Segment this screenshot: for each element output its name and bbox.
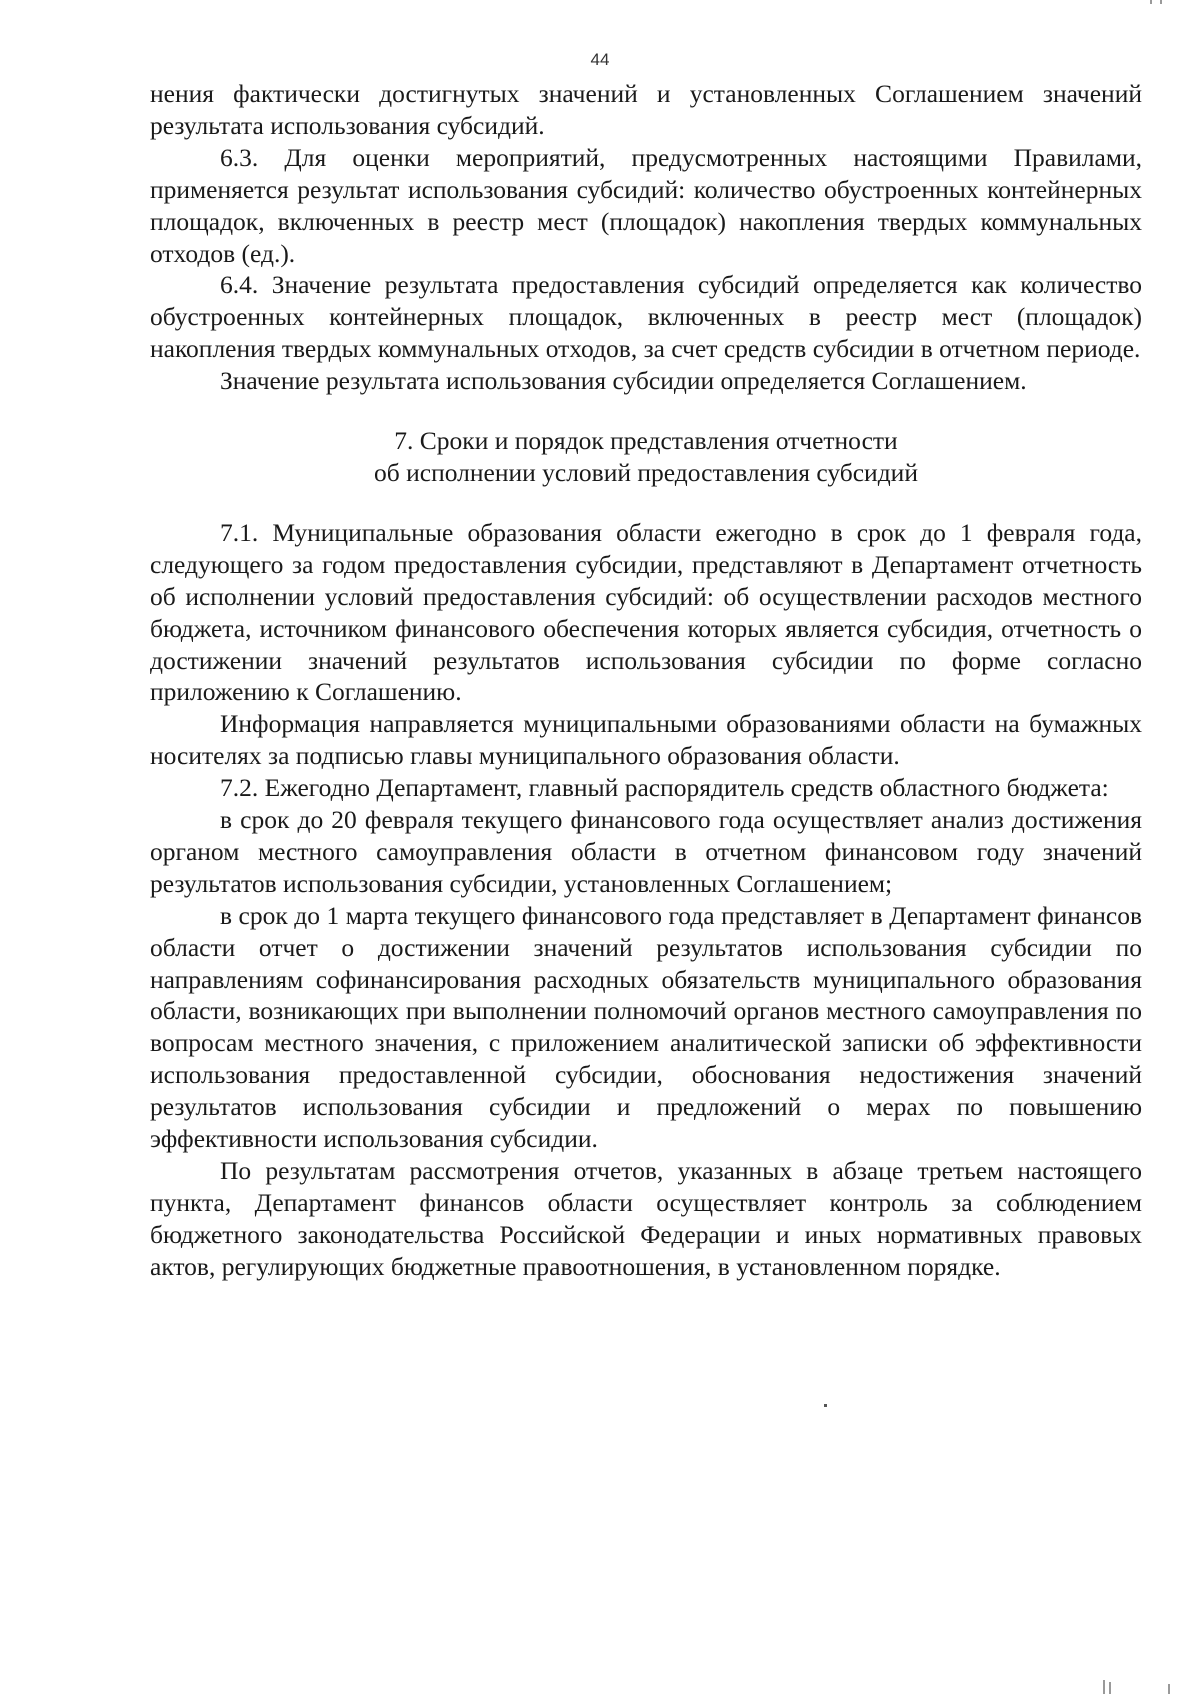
document-body bbox=[150, 78, 1142, 1283]
paragraph-february-deadline: в срок до 20 февраля текущего финансового года осуществляет анализ достижения органом местного самоуправления области в отчетном финансовом году значений результатов использования субсидии, установленных Соглашением; bbox=[150, 805, 1142, 898]
paragraph-6-4: 6.4. Значение результата предоставления субсидий определяется как количество обустроенных контейнерных площадок, включенных в реестр мест (площадок) накопления твердых коммунальных отходов, за счет средств субсидии в отчетном периоде. bbox=[150, 270, 1142, 364]
scan-artifact-bottom-right-2 bbox=[1109, 1682, 1111, 1694]
section-heading-line-2: об исполнении условий предоставления субсидий bbox=[374, 457, 918, 487]
scan-artifact-bottom-right-3 bbox=[1168, 1684, 1170, 1694]
paragraph-review-results: По результатам рассмотрения отчетов, указанных в абзаце третьем настоящего пункта, Департамент финансов области осуществляет контроль за соблюдением бюджетного законодательства Российской Федерации и иных нормативных правовых актов, регулирующих бюджетные правоотношения, в установленном порядке. bbox=[150, 1156, 1142, 1281]
scan-artifact-bottom-right bbox=[1103, 1680, 1105, 1694]
scan-artifact-top-right bbox=[1150, 0, 1152, 4]
paragraph-result-value: Значение результата использования субсидии определяется Соглашением. bbox=[220, 366, 1027, 396]
paragraph-continuation: нения фактически достигнутых значений и установленных Соглашением значений результата использования субсидий. bbox=[150, 79, 1142, 140]
scan-artifact-top-right-2 bbox=[1160, 0, 1162, 4]
scan-artifact-dot bbox=[824, 1404, 827, 1407]
section-heading bbox=[150, 425, 1142, 489]
paragraph-7-1: 7.1. Муниципальные образования области ежегодно в срок до 1 февраля года, следующего за годом предоставления субсидии, представляют в Департамент отчетность об исполнении условий предоставления субсидий: об осуществлении расходов местного бюджета, источником финансового обеспечения которых является субсидия, отчетность о достижении значений результатов использования субсидии по форме согласно приложению к Соглашению. bbox=[150, 517, 1142, 707]
section-heading-line-1: 7. Сроки и порядок представления отчетности bbox=[394, 426, 898, 456]
page-number: 44 bbox=[590, 50, 610, 69]
paragraph-6-3: 6.3. Для оценки мероприятий, предусмотренных настоящими Правилами, применяется результат использования субсидий: количество обустроенных контейнерных площадок, включенных в реестр мест (площадок) накопления твердых коммунальных отходов (ед.). bbox=[150, 142, 1142, 268]
paragraph-march-deadline: в срок до 1 марта текущего финансового года представляет в Департамент финансов области отчет о достижении значений результатов использования субсидии по направлениям софинансирования расходных обязательств муниципального образования области, возникающих при выполнении полномочий органов местного самоуправления по вопросам местного значения, с приложением аналитической записки об эффективности использования предоставленной субсидии, обоснования недостижения значений результатов использования субсидии и предложений о мерах по повышению эффективности использования субсидии. bbox=[150, 900, 1142, 1154]
paragraph-7-2: 7.2. Ежегодно Департамент, главный распорядитель средств областного бюджета: bbox=[220, 773, 1109, 803]
paragraph-information: Информация направляется муниципальными образованиями области на бумажных носителях за подписью главы муниципального образования области. bbox=[150, 709, 1142, 771]
